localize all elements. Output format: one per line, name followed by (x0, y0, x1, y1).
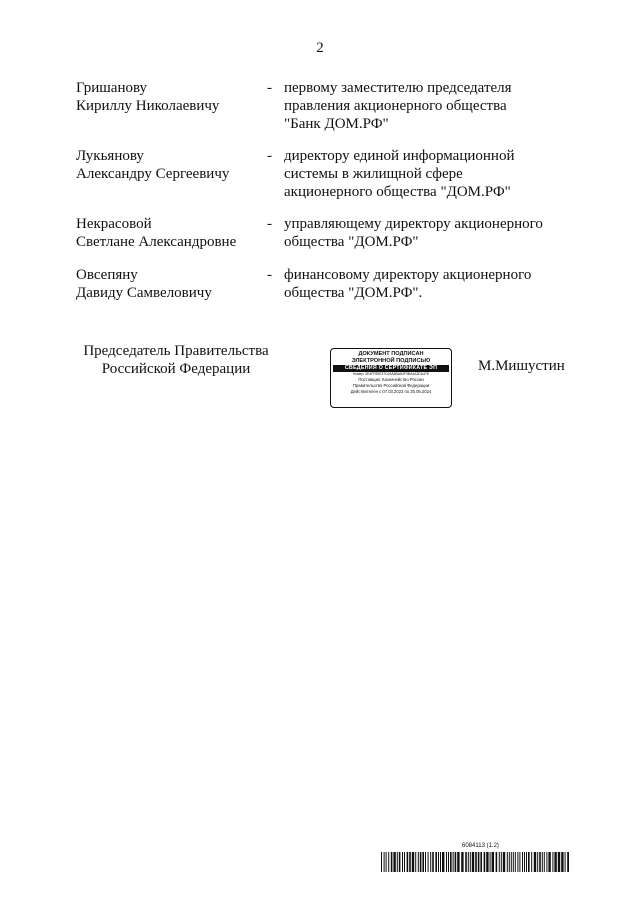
barcode-bar (484, 852, 486, 872)
page-number: 2 (316, 40, 324, 56)
barcode-bar (425, 852, 426, 872)
barcode-bar (461, 852, 463, 872)
entry-dash: - (267, 148, 272, 164)
role-line: управляющему директору акционерного (284, 216, 543, 232)
entry-lukyanov (76, 147, 596, 201)
barcode-bar (402, 852, 403, 872)
barcode-bar (472, 852, 474, 872)
barcode-bar (561, 852, 563, 872)
barcode-bar (539, 852, 541, 872)
stamp-band: СВЕДЕНИЯ О СЕРТИФИКАТЕ ЭП (333, 365, 449, 372)
role-line: общества "ДОМ.РФ" (284, 234, 419, 250)
role-line: общества "ДОМ.РФ". (284, 285, 423, 301)
barcode-bar (480, 852, 482, 872)
barcode-bar (393, 852, 395, 872)
barcode-bar (455, 852, 457, 872)
barcode-bar (428, 852, 429, 872)
entry-grishanov (76, 79, 596, 133)
name-line: Лукьянову (76, 148, 144, 164)
barcode-bar (528, 852, 530, 872)
barcode-bar (381, 852, 382, 872)
entry-role (284, 79, 584, 133)
barcode-bar (501, 852, 502, 872)
barcode-bar (546, 852, 547, 872)
barcode-bar (478, 852, 480, 872)
barcode-bar (492, 852, 494, 872)
entry-dash: - (267, 267, 272, 283)
name-line: Некрасовой (76, 216, 152, 232)
entry-dash: - (267, 80, 272, 96)
barcode-bar (565, 852, 566, 872)
barcode-bar (496, 852, 498, 872)
stamp-validity: Действителен с 07.03.2023 по 30.05.2024 (350, 389, 432, 394)
barcode-bar (465, 852, 467, 872)
entry-name (76, 215, 256, 251)
entry-role (284, 266, 584, 302)
name-line: Овсепяну (76, 267, 138, 283)
stamp-line: ЭЛЕКТРОННОЙ ПОДПИСЬЮ (351, 358, 431, 364)
barcode-bar (486, 852, 488, 872)
barcode-bar (526, 852, 527, 872)
barcode-bar (422, 852, 424, 872)
entry-name (76, 266, 256, 302)
barcode-bar (524, 852, 525, 872)
barcode-bar (517, 852, 518, 872)
barcode-bar (509, 852, 510, 872)
barcode-bar (407, 852, 409, 872)
signatory-title-line: Российской Федерации (101, 361, 251, 377)
stamp-cert-number: Номер: 2E4FF89E37D24A5BA83F3BA4A3DA47E (352, 372, 430, 376)
barcode-bar (513, 852, 514, 872)
barcode-bar (567, 852, 569, 872)
barcode-bar (386, 852, 387, 872)
entry-nekrasova (76, 215, 596, 251)
barcode-bar (534, 852, 536, 872)
entry-name (76, 79, 256, 115)
barcode-bar (548, 852, 550, 872)
signatory-title-line: Председатель Правительства (83, 343, 269, 359)
barcode-bar (519, 852, 520, 872)
name-line: Гришанову (76, 80, 148, 96)
electronic-signature-stamp (330, 348, 452, 408)
barcode-icon (381, 852, 569, 872)
stamp-owner: Правительство Российской Федерации (352, 383, 430, 388)
barcode-bar (404, 852, 405, 872)
role-line: первому заместителю председателя (284, 80, 512, 96)
barcode-bar (450, 852, 452, 872)
entry-dash: - (267, 216, 272, 232)
barcode-bar (522, 852, 523, 872)
barcode-bar (409, 852, 411, 872)
barcode-bar (446, 852, 447, 872)
barcode-bar (399, 852, 401, 872)
barcode-bar (391, 852, 393, 872)
barcode-bar (412, 852, 414, 872)
role-line: директору единой информационной (284, 148, 515, 164)
role-line: правления акционерного общества (284, 98, 507, 114)
barcode-bar (438, 852, 439, 872)
role-line: системы в жилищной сфере (284, 166, 463, 182)
barcode-bar (499, 852, 500, 872)
entry-role (284, 215, 584, 251)
barcode-bar (554, 852, 556, 872)
name-line: Светлане Александровне (76, 234, 237, 250)
barcode-bar (440, 852, 441, 872)
barcode-bar (507, 852, 508, 872)
barcode-bar (435, 852, 437, 872)
name-line: Александру Сергеевичу (76, 166, 230, 182)
barcode-bar (475, 852, 477, 872)
name-line: Кириллу Николаевичу (76, 98, 220, 114)
role-line: финансовому директору акционерного (284, 267, 532, 283)
barcode-bar (418, 852, 419, 872)
barcode-bar (490, 852, 491, 872)
entry-name (76, 147, 256, 183)
barcode-bar (397, 852, 398, 872)
barcode-bar (415, 852, 416, 872)
signatory-title (76, 342, 276, 378)
barcode-bar (420, 852, 422, 872)
barcode-bar (544, 852, 545, 872)
stamp-line: ДОКУМЕНТ ПОДПИСАН (358, 351, 424, 357)
barcode-bar (511, 852, 512, 872)
barcode-bar (430, 852, 431, 872)
barcode-bar (448, 852, 449, 872)
barcode-label: 6084113 (1.2) (462, 843, 499, 849)
barcode-bar (468, 852, 469, 872)
barcode-bar (558, 852, 560, 872)
barcode-bar (552, 852, 553, 872)
signatory-name: М.Мишустин (478, 358, 565, 374)
barcode-bar (537, 852, 538, 872)
stamp-issuer: Поставщик: Казначейство России (358, 377, 424, 382)
role-line: акционерного общества "ДОМ.РФ" (284, 184, 511, 200)
barcode-bar (503, 852, 505, 872)
barcode-bar (388, 852, 389, 872)
barcode-bar (515, 852, 516, 872)
entry-role (284, 147, 584, 201)
barcode-bar (384, 852, 385, 872)
entry-ovsepyan (76, 266, 596, 302)
name-line: Давиду Самвеловичу (76, 285, 212, 301)
barcode-bar (432, 852, 434, 872)
barcode-bar (442, 852, 444, 872)
barcode-bar (542, 852, 543, 872)
barcode-bar (470, 852, 471, 872)
role-line: "Банк ДОМ.РФ" (284, 116, 389, 132)
barcode-bar (531, 852, 532, 872)
barcode-bar (457, 852, 459, 872)
barcode-bar (453, 852, 454, 872)
